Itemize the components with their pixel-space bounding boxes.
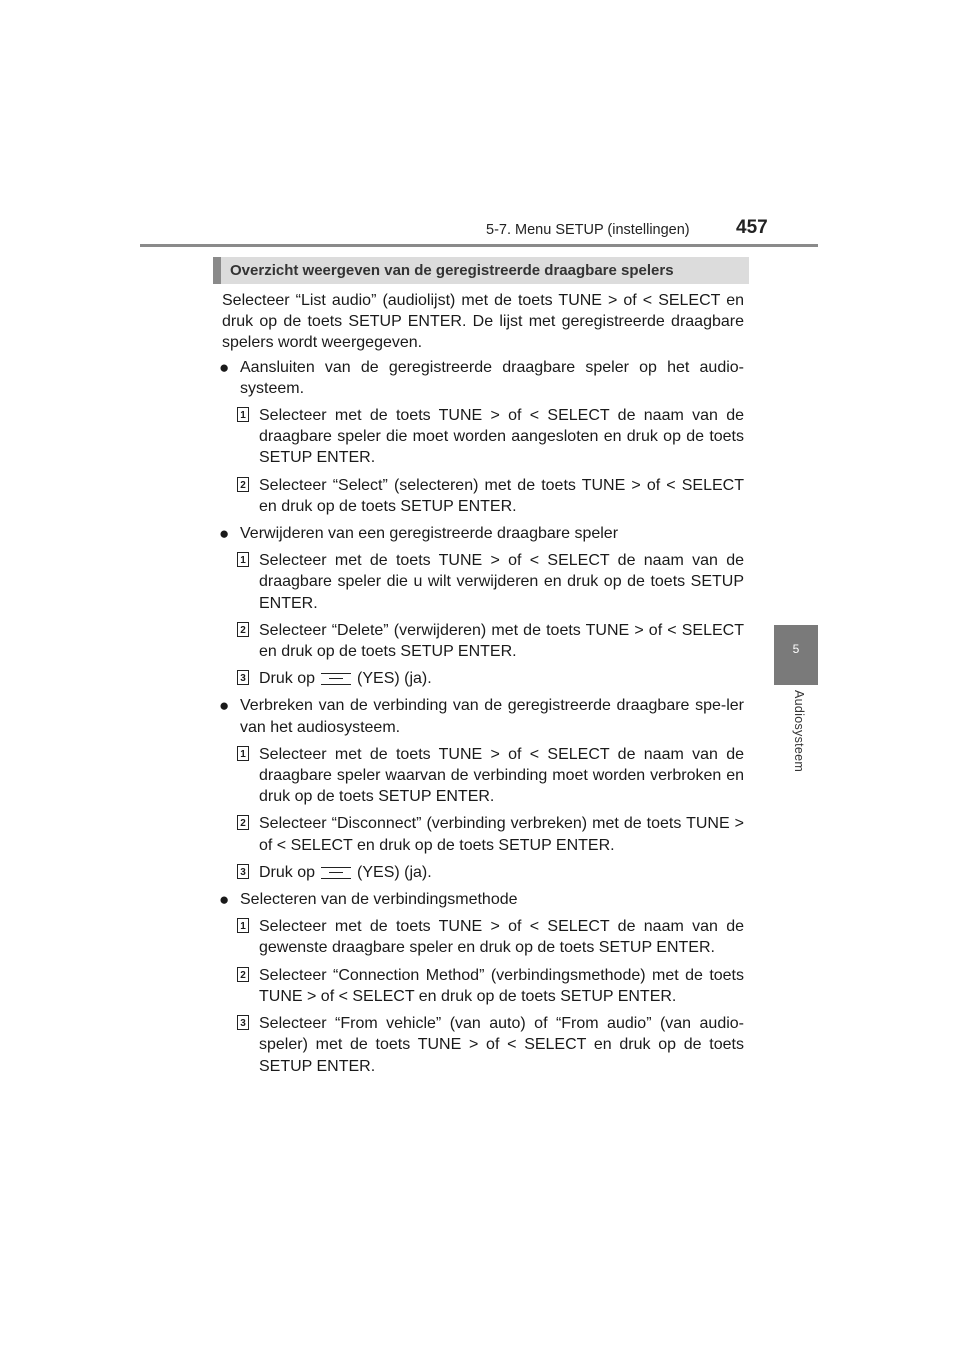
- yes-button-icon: [321, 673, 351, 685]
- step-text: Selecteer “Connection Method” (verbindingsmethode) met de toets TUNE > of < SELECT en druk op de toets SETUP ENTER.: [259, 966, 744, 1005]
- step-text-before: Druk op: [259, 670, 316, 688]
- step-text: Selecteer “Delete” (verwijderen) met de toets TUNE > of < SELECT en druk op de toets SETUP ENTER.: [259, 621, 744, 661]
- bullet-dot-icon: ●: [219, 357, 230, 377]
- bullet-item: [219, 889, 744, 910]
- step-number: 1: [237, 407, 249, 422]
- main-content: [219, 290, 744, 1083]
- step-number: 3: [237, 864, 249, 879]
- step-number: 3: [237, 1015, 249, 1030]
- step-text: Selecteer “From vehicle” (van auto) of “From audio” (van audio-speler) met de toets TUNE > of < SELECT en druk op de toets SETUP ENTER.: [259, 1015, 744, 1075]
- page-number: 457: [736, 217, 768, 238]
- step-text: Selecteer met de toets TUNE > of < SELECT de naam van de draagbare speler die u wilt verwijderen en druk op de toets SETUP ENTER.: [259, 552, 744, 612]
- step-text: Selecteer “Disconnect” (verbinding verbreken) met de toets TUNE > of < SELECT en druk op de toets SETUP ENTER.: [259, 815, 744, 854]
- step-number: 2: [237, 477, 249, 492]
- running-header-section: 5-7. Menu SETUP (instellingen): [486, 222, 690, 238]
- step-item: [222, 405, 744, 469]
- step-item: [222, 620, 744, 662]
- step-item: [222, 668, 744, 689]
- step-number: 1: [237, 552, 249, 567]
- step-item: [222, 744, 744, 808]
- intro-paragraph: Selecteer “List audio” (audiolijst) met de toets TUNE > of < SELECT en druk op de toets SETUP ENTER. De lijst met geregistreerde draagbare spelers wordt weergegeven.: [222, 292, 744, 352]
- step-number: 2: [237, 815, 249, 830]
- chapter-tab: 5: [774, 625, 818, 685]
- step-number: 2: [237, 967, 249, 982]
- bullet-item: [219, 523, 744, 544]
- step-number: 2: [237, 622, 249, 637]
- step-item: [222, 916, 744, 958]
- step-item: [222, 475, 744, 517]
- step-item: [222, 813, 744, 855]
- step-number: 1: [237, 746, 249, 761]
- bullet-text: Verbreken van de verbinding van de geregistreerde draagbare spe-ler van het audiosysteem.: [240, 697, 744, 736]
- step-number: 1: [237, 918, 249, 933]
- step-text-after: (YES) (ja).: [357, 670, 432, 688]
- bullet-dot-icon: ●: [219, 696, 230, 716]
- bullet-text: Aansluiten van de geregistreerde draagbare speler op het audio-systeem.: [240, 358, 744, 397]
- step-text: Selecteer met de toets TUNE > of < SELECT de naam van de draagbare speler die moet worden aangesloten en druk op de toets SETUP ENTER.: [259, 407, 744, 467]
- bullet-dot-icon: ●: [219, 890, 230, 910]
- step-item: [222, 550, 744, 614]
- step-text-after: (YES) (ja).: [357, 863, 432, 881]
- step-item: [222, 965, 744, 1007]
- step-text-before: Druk op: [259, 863, 316, 881]
- step-text: Selecteer met de toets TUNE > of < SELECT de naam van de gewenste draagbare speler en druk op de toets SETUP ENTER.: [259, 918, 744, 957]
- bullet-text: Selecteren van de verbindingsmethode: [240, 891, 518, 909]
- bullet-dot-icon: ●: [219, 524, 230, 544]
- yes-button-icon: [321, 867, 351, 879]
- section-heading: Overzicht weergeven van de geregistreerde draagbare spelers: [213, 257, 749, 284]
- step-text: Selecteer met de toets TUNE > of < SELECT de naam van de draagbare speler waarvan de verbinding moet worden verbroken en druk op de toets SETUP ENTER.: [259, 745, 744, 806]
- bullet-item: [219, 695, 744, 737]
- chapter-label: Audiosysteem: [792, 690, 806, 773]
- step-text: Selecteer “Select” (selecteren) met de toets TUNE > of < SELECT en druk op de toets SETUP ENTER.: [259, 476, 744, 515]
- bullet-item: [219, 357, 744, 399]
- bullet-text: Verwijderen van een geregistreerde draagbare speler: [240, 525, 619, 543]
- header-rule: [140, 244, 818, 247]
- step-number: 3: [237, 670, 249, 685]
- step-item: [222, 1013, 744, 1077]
- step-item: [222, 862, 744, 883]
